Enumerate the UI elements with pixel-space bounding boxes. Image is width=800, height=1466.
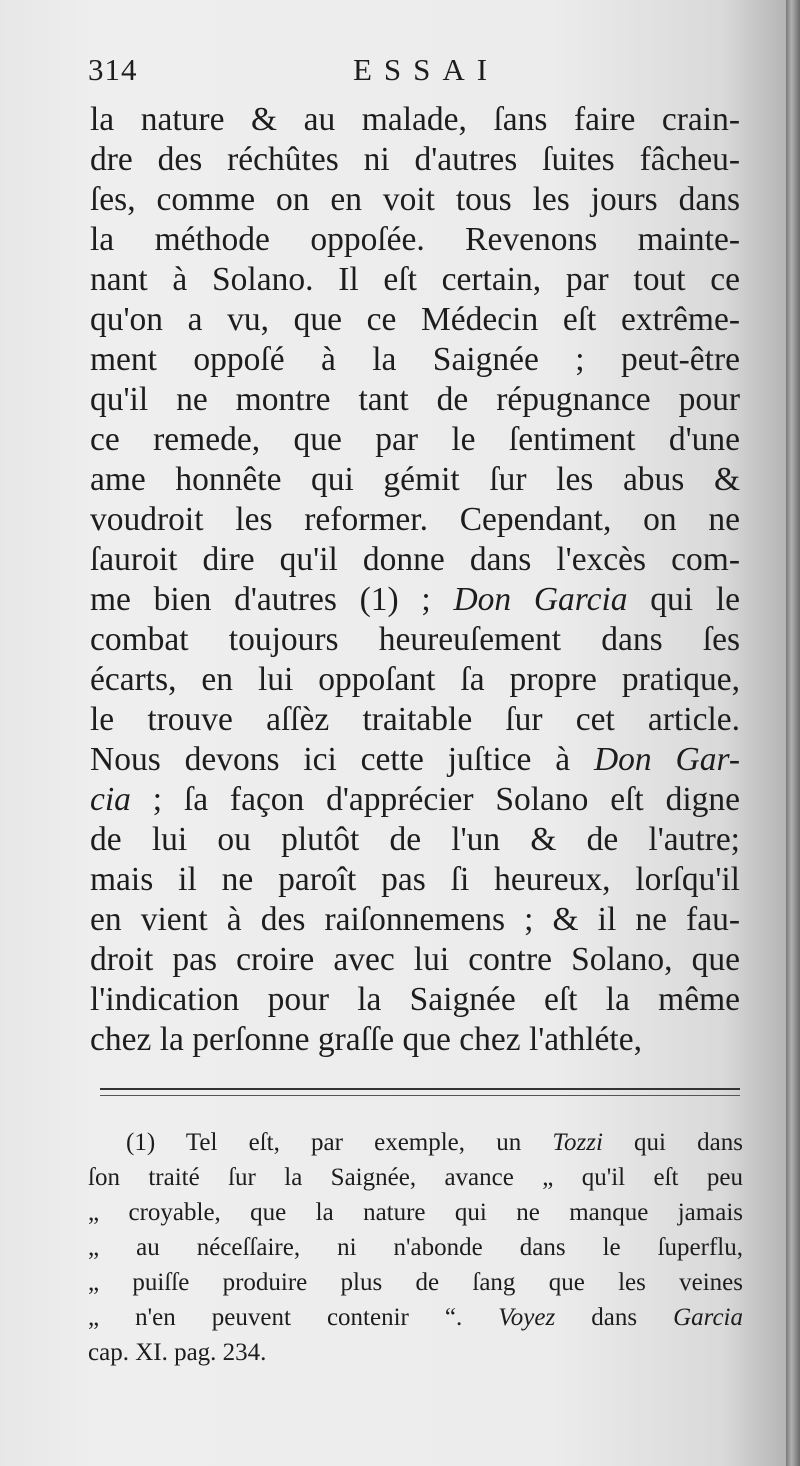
page-header (88, 52, 738, 96)
text-line: nant à Solano. Il eſt certain, par tout ce (90, 261, 740, 298)
footnote-line: „ au néceſſaire, ni n'abonde dans le ſuperflu, (88, 1234, 743, 1261)
text-line: ce remede, que par le ſentiment d'une (90, 421, 740, 458)
text-line: écarts, en lui oppoſant ſa propre pratique, (90, 661, 740, 698)
text-line: l'indication pour la Saignée eſt la même (90, 981, 740, 1018)
text-line: ſes, comme on en voit tous les jours dans (90, 181, 740, 218)
footnote-line: cap. XI. pag. 234. (88, 1339, 267, 1366)
text-line: Nous devons ici cette juſtice à Don Gar- (90, 741, 740, 778)
text-line: voudroit les reformer. Cependant, on ne (90, 501, 740, 538)
page-number: 314 (88, 52, 138, 87)
text-line: qu'on a vu, que ce Médecin eſt extrême- (90, 301, 740, 338)
text-line: la méthode oppoſée. Revenons mainte- (90, 221, 740, 258)
footnote-line: (1) Tel eſt, par exemple, un Tozzi qui dans (126, 1129, 743, 1156)
text-line: le trouve aſſèz traitable ſur cet article. (90, 701, 740, 738)
text-line: de lui ou plutôt de l'un & de l'autre; (90, 821, 740, 858)
text-line: ſauroit dire qu'il donne dans l'excès com- (90, 541, 740, 578)
text-line: mais il ne paroît pas ſi heureux, lorſqu'il (90, 861, 740, 898)
running-head: ESSAI (353, 52, 500, 87)
text-line: la nature & au malade, ſans faire crain- (90, 101, 740, 138)
text-line: droit pas croire avec lui contre Solano, que (90, 941, 740, 978)
page-edge (786, 0, 800, 1466)
footnote-line: „ n'en peuvent contenir “. Voyez dans Garcia (88, 1304, 743, 1331)
text-line: en vient à des raiſonnemens ; & il ne fau- (90, 901, 740, 938)
text-line: ment oppoſé à la Saignée ; peut-être (90, 341, 740, 378)
text-line: cia ; ſa façon d'apprécier Solano eſt digne (90, 781, 740, 818)
text-line: me bien d'autres (1) ; Don Garcia qui le (90, 581, 740, 618)
main-text (90, 100, 740, 1060)
text-line: combat toujours heureuſement dans ſes (90, 621, 740, 658)
footnote-line: „ croyable, que la nature qui ne manque jamais (88, 1199, 743, 1226)
text-line: chez la perſonne graſſe que chez l'athléte, (90, 1021, 642, 1058)
footnote-line: „ puiſſe produire plus de ſang que les veines (88, 1269, 743, 1296)
footnote-divider (100, 1088, 740, 1096)
footnote-line: ſon traité ſur la Saignée, avance „ qu'il eſt peu (88, 1164, 743, 1191)
footnote (88, 1125, 743, 1370)
text-line: qu'il ne montre tant de répugnance pour (90, 381, 740, 418)
text-line: ame honnête qui gémit ſur les abus & (90, 461, 740, 498)
text-line: dre des réchûtes ni d'autres ſuites fâcheu- (90, 141, 740, 178)
